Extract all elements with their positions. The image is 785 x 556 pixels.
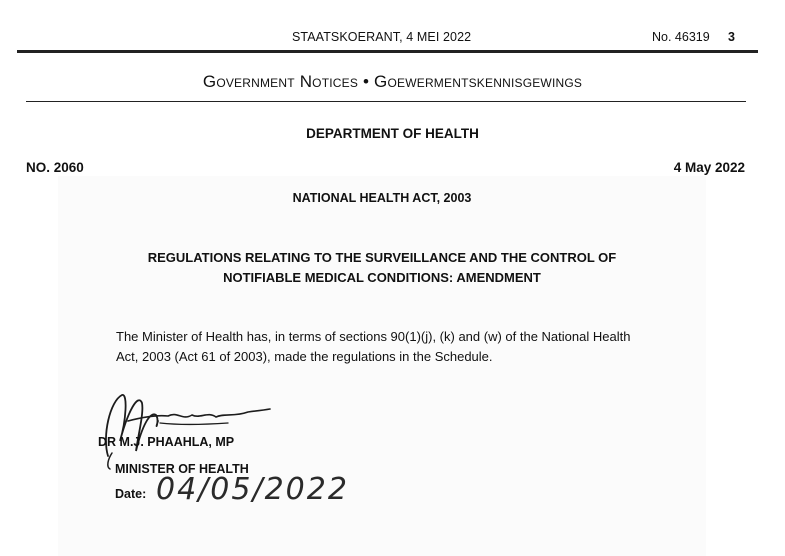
gazette-title: STAATSKOERANT, 4 MEI 2022	[292, 30, 472, 44]
body-text-line-1: The Minister of Health has, in terms of sections 90(1)(j), (k) and (w) of the National Health	[116, 329, 631, 344]
handwritten-date: 04/05/2022	[156, 472, 349, 507]
section-rule	[26, 101, 746, 102]
minister-name: DR M.J. PHAAHLA, MP	[98, 435, 235, 449]
gazette-number: No. 46319	[652, 30, 710, 44]
minister-title: MINISTER OF HEALTH	[115, 462, 249, 476]
date-label: Date:	[115, 487, 147, 501]
body-text-line-2: Act, 2003 (Act 61 of 2003), made the regulations in the Schedule.	[116, 349, 493, 364]
notice-date: 4 May 2022	[673, 160, 745, 175]
page-number: 3	[728, 30, 735, 44]
section-heading: Government Notices • Goewermentskennisgewings	[202, 72, 583, 91]
regulation-title-line-2: NOTIFIABLE MEDICAL CONDITIONS: AMENDMENT	[223, 270, 541, 285]
act-title: NATIONAL HEALTH ACT, 2003	[292, 191, 472, 205]
notice-number: NO. 2060	[26, 160, 84, 175]
signature	[98, 381, 278, 471]
scanned-notice	[58, 176, 706, 556]
regulation-title-line-1: REGULATIONS RELATING TO THE SURVEILLANCE AND THE CONTROL OF	[147, 250, 617, 265]
department-heading: DEPARTMENT OF HEALTH	[306, 126, 479, 141]
header-rule	[17, 50, 758, 53]
